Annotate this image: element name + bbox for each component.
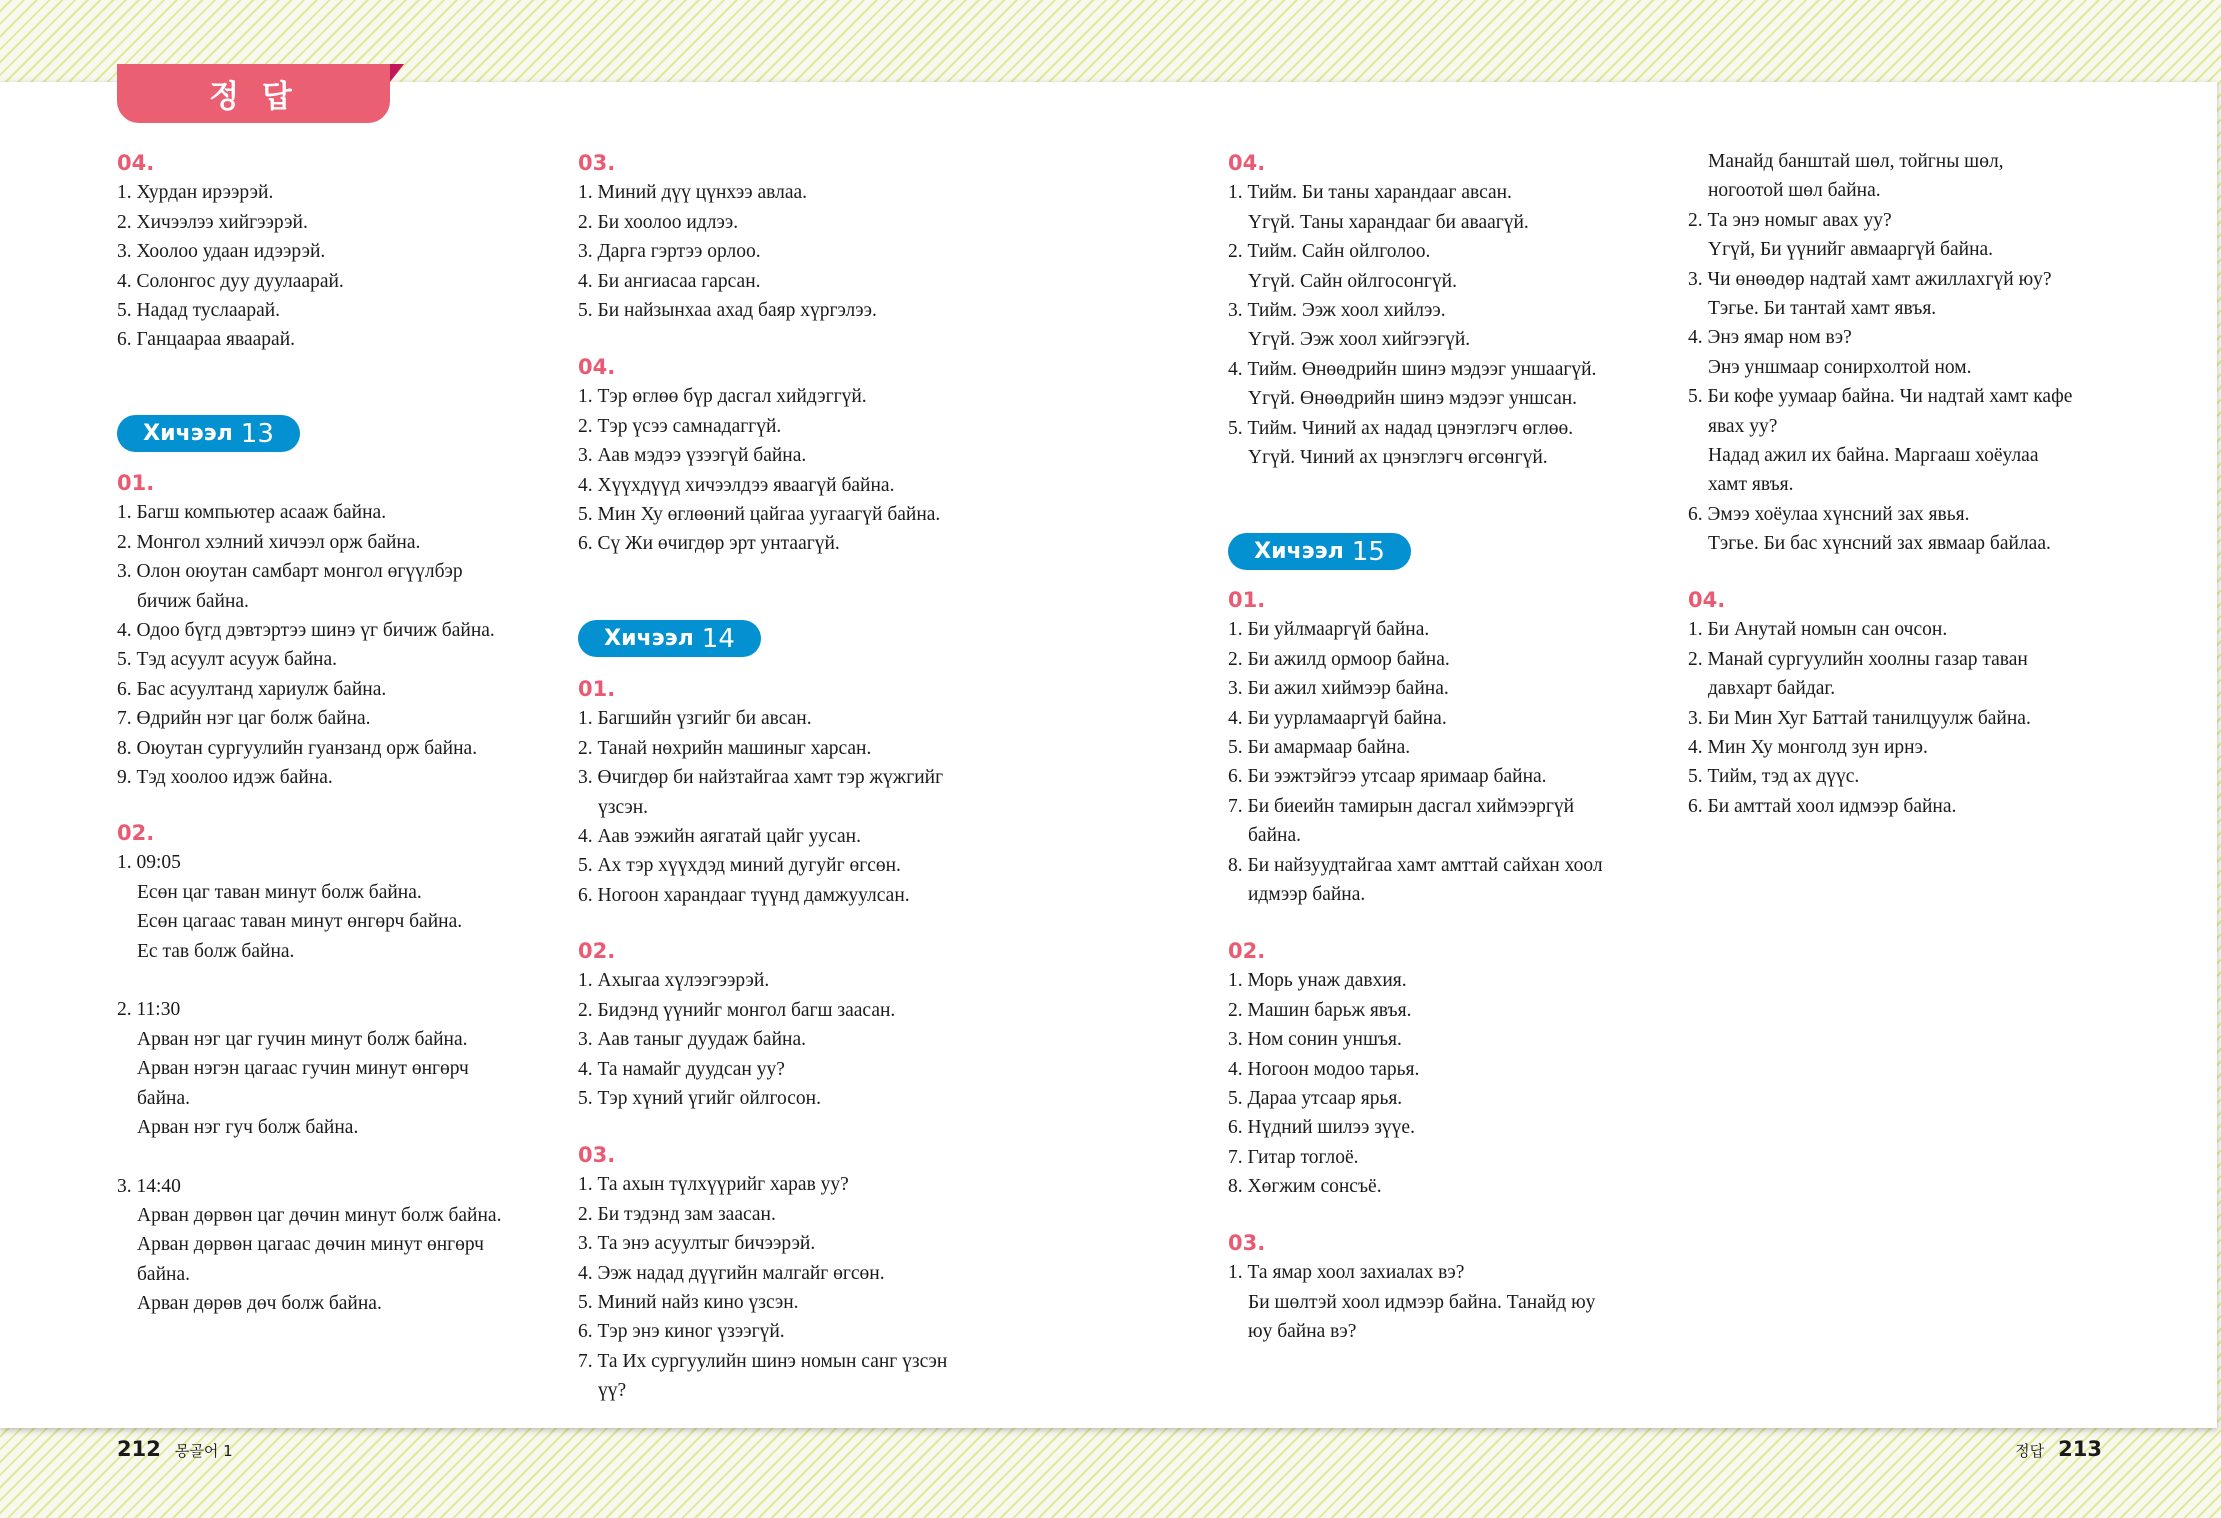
answer-line: 5. Мин Ху өглөөний цайгаа уугаагүй байна. bbox=[578, 503, 941, 525]
answer-line: 3. Чи өнөөдөр надтай хамт ажиллахгүй юу? bbox=[1688, 268, 2052, 290]
answer-line: Тэгье. Би бас хүнсний зах явмаар байлаа. bbox=[1708, 533, 2051, 555]
answer-line: 3. Та энэ асуултыг бичээрэй. bbox=[578, 1233, 816, 1255]
answer-line: Үгүй. Ээж хоол хийгээгүй. bbox=[1248, 329, 1471, 351]
answer-line: 6. Эмээ хоёулаа хүнсний зах явья. bbox=[1688, 503, 1970, 525]
answer-line: Арван дөрөв дөч болж байна. bbox=[137, 1293, 382, 1315]
answer-line: 3. Аав мэдээ үзээгүй байна. bbox=[578, 445, 807, 467]
answer-line: 1. Та ахын түлхүүрийг харав уу? bbox=[578, 1174, 849, 1196]
answer-line: 8. Хөгжим сонсъё. bbox=[1228, 1176, 1382, 1198]
answer-line: Үгүй, Би үүнийг авмааргүй байна. bbox=[1708, 239, 1994, 261]
answer-line: ногоотой шөл байна. bbox=[1708, 180, 1881, 202]
exercise-section bbox=[1688, 147, 2072, 558]
exercise-number: 04. bbox=[1688, 588, 1726, 612]
footer-right bbox=[2015, 1437, 2102, 1461]
exercise-number: 04. bbox=[578, 355, 616, 379]
answer-line: 3. Би ажил хиймээр байна. bbox=[1228, 678, 1449, 700]
answer-line: 5. Тийм, тэд ах дүүс. bbox=[1688, 766, 1860, 788]
answer-line: 9. Тэд хоолоо идэж байна. bbox=[117, 766, 333, 788]
answer-line: Арван нэг цаг гучин минут болж байна. bbox=[137, 1028, 468, 1050]
answer-line: Арван дөрвөн цаг дөчин минут болж байна. bbox=[137, 1205, 502, 1227]
page-number-left: 212 bbox=[117, 1437, 161, 1461]
answer-line: 8. Оюутан сургуулийн гуанзанд орж байна. bbox=[117, 737, 478, 759]
exercise-section bbox=[578, 353, 940, 559]
answer-line: Надад ажил их байна. Маргааш хоёулаа bbox=[1708, 444, 2039, 466]
answer-line: 3. Тийм. Ээж хоол хийлээ. bbox=[1228, 299, 1446, 321]
answer-line: үү? bbox=[598, 1380, 627, 1402]
answer-line: 4. Энэ ямар ном вэ? bbox=[1688, 327, 1852, 349]
lesson-badge bbox=[1228, 533, 1411, 570]
answer-line: 3. Хоолоо удаан идээрэй. bbox=[117, 241, 326, 263]
answer-line: Ес тав болж байна. bbox=[137, 940, 295, 962]
answer-line: 4. Солонгос дуу дуулаарай. bbox=[117, 270, 344, 292]
exercise-number: 01. bbox=[117, 471, 155, 495]
answer-line: 5. Надад туслаарай. bbox=[117, 299, 281, 321]
exercise-number: 02. bbox=[1228, 939, 1266, 963]
answer-line: 2. Монгол хэлний хичээл орж байна. bbox=[117, 531, 421, 553]
answer-line: 5. Би амармаар байна. bbox=[1228, 736, 1411, 758]
exercise-section bbox=[578, 1141, 947, 1406]
answer-line: 6. Сү Жи өчигдөр эрт унтаагүй. bbox=[578, 533, 840, 555]
lesson-word: Хичээл bbox=[1254, 539, 1344, 564]
section-label: 정답 bbox=[2015, 1442, 2045, 1460]
answer-line: бичиж байна. bbox=[137, 590, 249, 612]
page-number-right: 213 bbox=[2058, 1437, 2102, 1461]
answer-line: 2. 11:30 bbox=[117, 999, 181, 1021]
answer-line: 1. Миний дүү цүнхээ авлаа. bbox=[578, 182, 808, 204]
answer-line: 4. Ээж надад дүүгийн малгайг өгсөн. bbox=[578, 1262, 885, 1284]
exercise-section bbox=[578, 937, 895, 1113]
exercise-number: 01. bbox=[1228, 588, 1266, 612]
answer-line: 4. Хүүхдүүд хичээлдээ яваагүй байна. bbox=[578, 474, 895, 496]
answer-line: давхарт байдаг. bbox=[1708, 678, 1836, 700]
answer-line: 4. Одоо бүгд дэвтэртээ шинэ үг бичиж байна. bbox=[117, 619, 495, 641]
answer-line: Арван нэгэн цагаас гучин минут өнгөрч bbox=[137, 1058, 469, 1080]
answer-line: 6. Нүдний шилээ зүүе. bbox=[1228, 1117, 1415, 1139]
answer-line: 5. Миний найз кино үзсэн. bbox=[578, 1291, 799, 1313]
footer-left bbox=[117, 1437, 233, 1461]
answer-line: 4. Та намайг дуудсан уу? bbox=[578, 1058, 785, 1080]
answer-line: 6. Бас асуултанд хариулж байна. bbox=[117, 678, 387, 700]
answer-line: 2. Бидэнд үүнийг монгол багш заасан. bbox=[578, 999, 896, 1021]
exercise-section bbox=[1228, 937, 1419, 1202]
answer-line: 7. Та Их сургуулийн шинэ номын санг үзсэн bbox=[578, 1350, 948, 1372]
exercise-section bbox=[117, 149, 344, 355]
answer-line: 2. Хичээлээ хийгээрэй. bbox=[117, 211, 308, 233]
exercise-number: 03. bbox=[578, 151, 616, 175]
exercise-number: 02. bbox=[117, 821, 155, 845]
lesson-number: 14 bbox=[701, 623, 735, 654]
answer-line: 6. Ганцаараа яваарай. bbox=[117, 329, 296, 351]
lesson-word: Хичээл bbox=[143, 421, 233, 446]
answer-line: Манайд банштай шөл, тойгны шөл, bbox=[1708, 151, 2004, 172]
answer-line: 6. Би ээжтэйгээ утсаар яримаар байна. bbox=[1228, 766, 1547, 788]
answer-line: 4. Аав ээжийн аягатай цайг уусан. bbox=[578, 825, 861, 847]
answer-line: 2. Тэр үсээ самнадаггүй. bbox=[578, 415, 782, 437]
answer-line: 4. Би ангиасаа гарсан. bbox=[578, 270, 761, 292]
answer-line: 1. Хурдан ирээрэй. bbox=[117, 182, 274, 204]
answer-line: 1. Ахыгаа хүлээгээрэй. bbox=[578, 970, 770, 992]
answer-line: 5. Ах тэр хүүхдэд миний дугуйг өгсөн. bbox=[578, 855, 901, 877]
answer-line: 2. Би ажилд ормоор байна. bbox=[1228, 648, 1450, 670]
lesson-word: Хичээл bbox=[604, 626, 694, 651]
answer-line: 8. Би найзуудтайгаа хамт амттай сайхан хоол bbox=[1228, 854, 1603, 876]
answer-line: 1. Тийм. Би таны харандааг авсан. bbox=[1228, 182, 1512, 204]
lesson-number: 15 bbox=[1351, 536, 1385, 567]
answer-line: Есөн цаг таван минут болж байна. bbox=[137, 881, 422, 903]
answer-line: 2. Би тэдэнд зам заасан. bbox=[578, 1203, 776, 1225]
answer-line: идмээр байна. bbox=[1248, 883, 1366, 905]
exercise-section bbox=[578, 675, 943, 910]
answer-line: Арван дөрвөн цагаас дөчин минут өнгөрч bbox=[137, 1234, 484, 1256]
answer-line: 4. Би уурламааргүй байна. bbox=[1228, 707, 1447, 729]
answer-line: Үгүй. Таны харандааг би аваагүй. bbox=[1248, 211, 1529, 233]
answer-line: 2. Тийм. Сайн ойлголоо. bbox=[1228, 241, 1431, 263]
answer-line: 3. Аав таныг дуудаж байна. bbox=[578, 1029, 806, 1051]
answer-line: 1. Багш компьютер асааж байна. bbox=[117, 502, 387, 524]
answer-line: 6. Би амттай хоол идмээр байна. bbox=[1688, 795, 1957, 817]
lesson-number: 13 bbox=[240, 418, 274, 449]
answer-line: 1. Багшийн үзгийг би авсан. bbox=[578, 708, 812, 730]
answer-line: 5. Би найзынхаа ахад баяр хүргэлээ. bbox=[578, 299, 877, 321]
answer-line: Арван нэг гуч болж байна. bbox=[137, 1116, 359, 1138]
exercise-number: 03. bbox=[1228, 1231, 1266, 1255]
answer-line: байна. bbox=[137, 1263, 190, 1285]
answer-line: 3. Олон оюутан самбарт монгол өгүүлбэр bbox=[117, 561, 463, 583]
answer-line: 5. Би кофе уумаар байна. Чи надтай хамт кафе bbox=[1688, 386, 2073, 408]
answer-line: 1. Та ямар хоол захиалах вэ? bbox=[1228, 1262, 1465, 1284]
answer-key-title-tab bbox=[117, 64, 390, 123]
exercise-section bbox=[1228, 586, 1603, 909]
exercise-section bbox=[578, 149, 877, 325]
answer-line: Үгүй. Өнөөдрийн шинэ мэдээг уншсан. bbox=[1248, 388, 1578, 410]
answer-line: байна. bbox=[1248, 825, 1301, 847]
answer-line bbox=[117, 966, 501, 995]
answer-line: 5. Тэр хүний үгийг ойлгосон. bbox=[578, 1087, 821, 1109]
answer-line: 1. 09:05 bbox=[117, 852, 181, 874]
answer-line: юу байна вэ? bbox=[1248, 1321, 1357, 1343]
answer-line: 2. Би хоолоо идлээ. bbox=[578, 211, 739, 233]
answer-line: 7. Өдрийн нэг цаг болж байна. bbox=[117, 708, 371, 730]
answer-line: 2. Машин барьж явъя. bbox=[1228, 999, 1412, 1021]
exercise-number: 01. bbox=[578, 677, 616, 701]
book-title: 몽골어 1 bbox=[174, 1442, 233, 1460]
answer-line: Энэ уншмаар сонирхолтой ном. bbox=[1708, 356, 1972, 378]
answer-line: хамт явъя. bbox=[1708, 474, 1794, 496]
answer-line: 1. Тэр өглөө бүр дасгал хийдэггүй. bbox=[578, 386, 867, 408]
lesson-badge bbox=[578, 620, 761, 657]
exercise-number: 02. bbox=[578, 939, 616, 963]
exercise-number: 04. bbox=[1228, 151, 1266, 175]
answer-line: 4. Ногоон модоо тарья. bbox=[1228, 1058, 1420, 1080]
answer-line: 7. Гитар тоглоё. bbox=[1228, 1146, 1359, 1168]
answer-line: 3. Дарга гэртээ орлоо. bbox=[578, 241, 761, 263]
answer-line: 3. Ном сонин уншъя. bbox=[1228, 1029, 1402, 1051]
exercise-section bbox=[117, 819, 501, 1319]
answer-line: 3. Өчигдөр би найзтайгаа хамт тэр жүжгийг bbox=[578, 767, 944, 789]
exercise-section bbox=[1688, 586, 2031, 821]
answer-line bbox=[117, 1142, 501, 1171]
answer-line: үзсэн. bbox=[598, 796, 649, 818]
answer-line: 1. Морь унаж давхия. bbox=[1228, 970, 1407, 992]
exercise-number: 04. bbox=[117, 151, 155, 175]
answer-line: 2. Танай нөхрийн машиныг харсан. bbox=[578, 737, 872, 759]
answer-line: Есөн цагаас таван минут өнгөрч байна. bbox=[137, 911, 463, 933]
exercise-section bbox=[1228, 149, 1596, 472]
answer-line: 4. Мин Ху монголд зун ирнэ. bbox=[1688, 736, 1928, 758]
answer-line: Би шөлтэй хоол идмээр байна. Танайд юу bbox=[1248, 1291, 1596, 1313]
answer-line: Үгүй. Сайн ойлгосонгүй. bbox=[1248, 270, 1457, 292]
answer-line: 5. Тийм. Чиний ах надад цэнэглэгч өглөө. bbox=[1228, 417, 1574, 439]
answer-line: 2. Манай сургуулийн хоолны газар таван bbox=[1688, 648, 2028, 670]
answer-line: 6. Тэр энэ киног үзээгүй. bbox=[578, 1321, 785, 1343]
answer-line: Үгүй. Чиний ах цэнэглэгч өгсөнгүй. bbox=[1248, 446, 1548, 468]
exercise-number: 03. bbox=[578, 1143, 616, 1167]
answer-line: 5. Дараа утсаар ярья. bbox=[1228, 1087, 1403, 1109]
answer-line: Тэгье. Би тантай хамт явъя. bbox=[1708, 297, 1937, 319]
answer-line: 1. Би Анутай номын сан очсон. bbox=[1688, 619, 1948, 641]
tab-fold-decoration bbox=[390, 64, 404, 82]
exercise-section bbox=[1228, 1229, 1595, 1347]
answer-line: байна. bbox=[137, 1087, 190, 1109]
exercise-section bbox=[117, 469, 495, 792]
page-title: 정 답 bbox=[209, 79, 298, 115]
answer-line: 7. Би биеийн тамирын дасгал хиймээргүй bbox=[1228, 795, 1575, 817]
answer-line: 3. Би Мин Хуг Баттай танилцуулж байна. bbox=[1688, 707, 2031, 729]
answer-line: 3. 14:40 bbox=[117, 1175, 181, 1197]
answer-line: 2. Та энэ номыг авах уу? bbox=[1688, 209, 1892, 231]
answer-line: 5. Тэд асуулт асууж байна. bbox=[117, 649, 338, 671]
answer-line: 6. Ногоон харандааг түүнд дамжуулсан. bbox=[578, 884, 910, 906]
answer-line: 1. Би уйлмааргүй байна. bbox=[1228, 619, 1430, 641]
lesson-badge bbox=[117, 415, 300, 452]
answer-line: 4. Тийм. Өнөөдрийн шинэ мэдээг уншаагүй. bbox=[1228, 358, 1597, 380]
answer-line: явах уу? bbox=[1708, 415, 1778, 437]
